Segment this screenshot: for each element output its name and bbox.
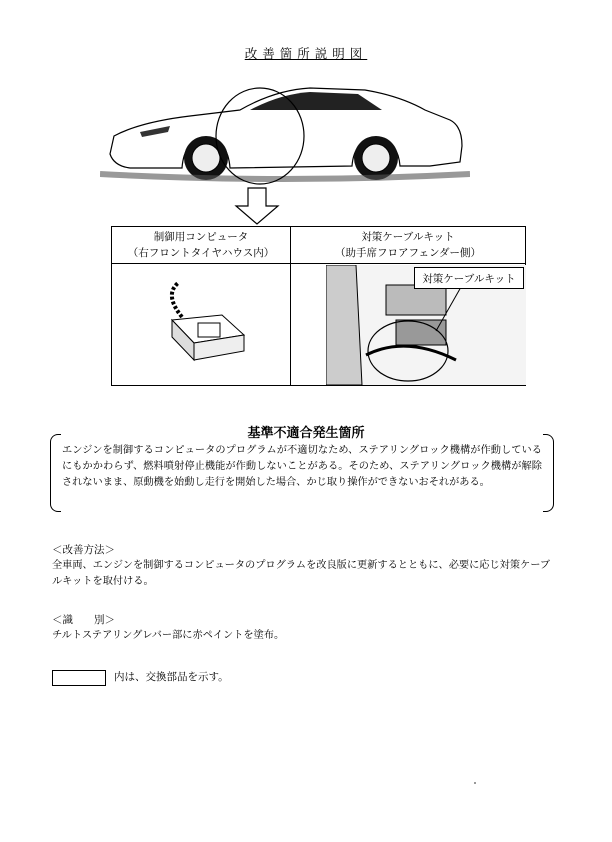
cable-kit-header	[291, 229, 525, 261]
computer-header	[112, 229, 290, 261]
cable-kit-header-line2: （助手席フロアフェンダー側）	[334, 247, 482, 259]
computer-header-line1: 制御用コンピュータ	[153, 231, 249, 243]
bracket-right	[543, 434, 554, 512]
bracket-left	[50, 434, 61, 512]
table-divider	[112, 263, 525, 264]
car-illustration	[100, 74, 470, 194]
remedy-text: 全車両、エンジンを制御するコンピュータのプログラムを改良版に更新するとともに、必要に応じ対策ケーブルキットを取付ける。	[52, 560, 551, 587]
identification-label: ＜識 別＞	[52, 614, 115, 626]
remedy-label: ＜改善方法＞	[52, 544, 115, 556]
page-title: 改善箇所説明図	[244, 46, 368, 61]
computer-header-line2: （右フロントタイヤハウス内）	[127, 247, 275, 259]
cable-kit-callout: 対策ケーブルキット	[414, 267, 524, 289]
cable-kit-header-line1: 対策ケーブルキット	[361, 231, 455, 243]
legend-text: 内は、交換部品を示す。	[114, 671, 229, 683]
legend-box	[52, 670, 106, 686]
identification-text: チルトステアリングレバー部に赤ペイントを塗布。	[52, 630, 285, 641]
defect-title: 基準不適合発生箇所	[247, 426, 365, 441]
ecu-illustration	[152, 275, 252, 375]
defect-description: エンジンを制御するコンピュータのプログラムが不適切なため、ステアリングロック機構が作動しているにもかかわらず、燃料噴射停止機能が作動しないことがある。そのため、ステアリングロック機構が解除されないまま、原動機を始動し走行を開始した場合、かじ取り操作ができないおそれがある。	[62, 445, 542, 488]
parts-table	[111, 226, 526, 386]
scan-dot	[474, 782, 476, 784]
down-arrow-icon	[232, 186, 282, 226]
